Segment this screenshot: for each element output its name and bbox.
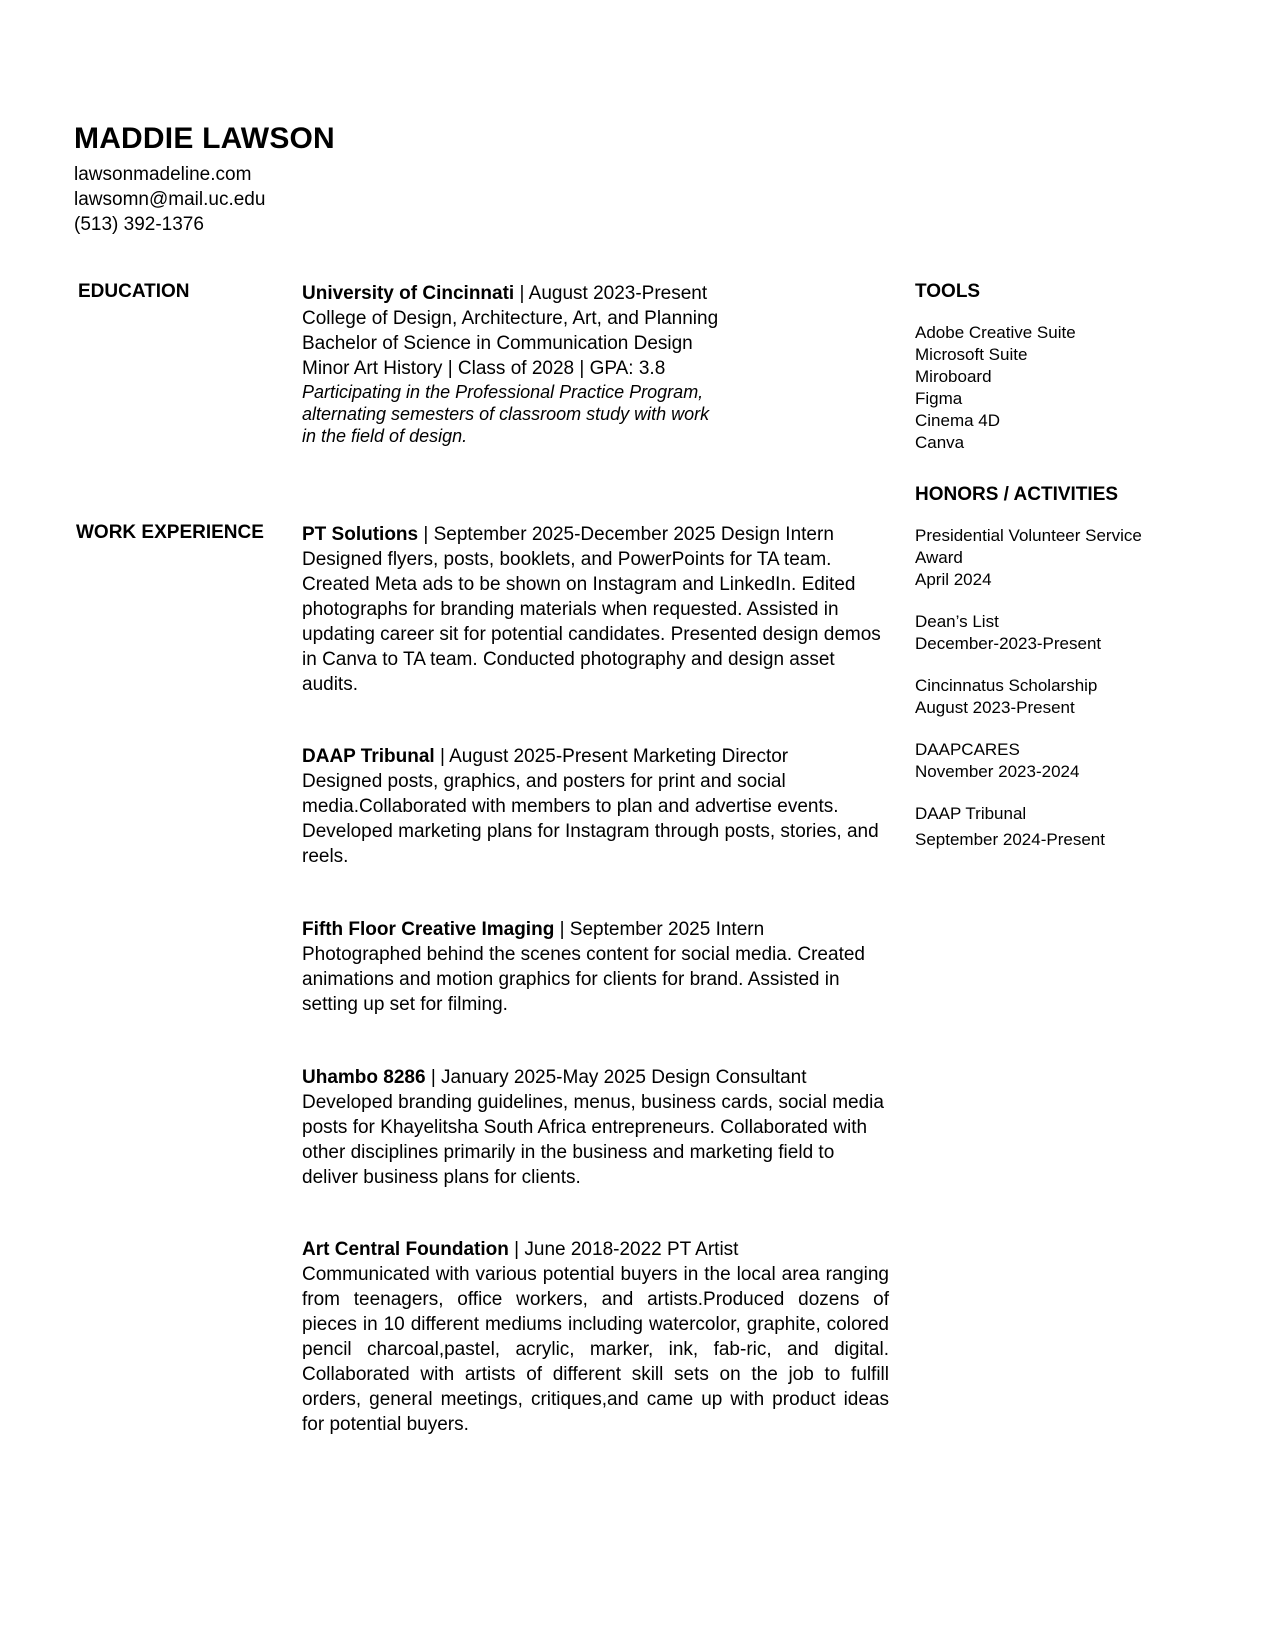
honors-section <box>915 484 1142 851</box>
honor-title: Presidential Volunteer Service <box>915 526 1142 545</box>
tool-item: Cinema 4D <box>915 411 1001 430</box>
job-entry <box>302 522 889 697</box>
honor-date: November 2023-2024 <box>915 762 1080 781</box>
contact-block <box>74 162 265 237</box>
honor-date: December-2023-Present <box>915 634 1102 653</box>
tool-item: Adobe Creative Suite <box>915 323 1076 342</box>
degree-line: Bachelor of Science in Communication Design <box>302 333 693 354</box>
program-note-line: in the field of design. <box>302 426 468 446</box>
school-name: University of Cincinnati <box>302 283 515 304</box>
honor-title: DAAP Tribunal <box>915 804 1027 823</box>
job-meta: | January 2025-May 2025 Design Consultant <box>425 1067 807 1088</box>
job-title-line <box>302 522 889 547</box>
job-title-line <box>302 1065 889 1090</box>
honor-date: April 2024 <box>915 570 992 589</box>
job-entry <box>302 1237 889 1437</box>
job-description: Developed branding guidelines, menus, business cards, social media posts for Khayelitsha South Africa entrepreneurs. Collaborated with other disciplines primarily in the business and marketing field to deliver business plans for clients. <box>302 1092 884 1188</box>
job-meta: | September 2025 Intern <box>554 919 765 940</box>
website-link[interactable]: lawsonmadeline.com <box>74 164 252 185</box>
job-entry <box>302 1065 889 1190</box>
education-heading: EDUCATION <box>78 281 190 302</box>
phone-number: (513) 392-1376 <box>74 214 204 235</box>
honors-heading: HONORS / ACTIVITIES <box>915 484 1119 505</box>
email-link[interactable]: lawsomn@mail.uc.edu <box>74 189 266 210</box>
job-company: Fifth Floor Creative Imaging <box>302 919 555 940</box>
job-company: Uhambo 8286 <box>302 1067 426 1088</box>
honor-title: Cincinnatus Scholarship <box>915 676 1098 695</box>
honor-title-cont: Award <box>915 548 963 567</box>
tools-section <box>915 281 1076 454</box>
job-description: Communicated with various potential buyers in the local area ranging from teenagers, office workers, and artists.Produced dozens of pieces in 10 different mediums including watercolor, graphite, colored pencil charcoal,pastel, acrylic, marker, ink, fab-ric, and digital. Collaborated with artists of different skill sets on the job to fulfill orders, general meetings, critiques,and came up with product ideas for potential buyers. <box>302 1264 889 1435</box>
job-company: PT Solutions <box>302 524 419 545</box>
education-title-line <box>302 281 889 306</box>
minor-line: Minor Art History | Class of 2028 | GPA: 3.8 <box>302 358 666 379</box>
tool-item: Canva <box>915 433 965 452</box>
honor-date: August 2023-Present <box>915 698 1075 717</box>
tool-item: Figma <box>915 389 963 408</box>
tools-heading: TOOLS <box>915 281 981 302</box>
tool-item: Microsoft Suite <box>915 345 1028 364</box>
work-experience-heading: WORK EXPERIENCE <box>76 522 264 543</box>
honor-item <box>915 525 1142 591</box>
program-note-line: Participating in the Professional Practice Program, <box>302 382 704 402</box>
job-company: DAAP Tribunal <box>302 746 435 767</box>
program-note-line: alternating semesters of classroom study with work <box>302 404 710 424</box>
job-meta: | June 2018-2022 PT Artist <box>508 1239 739 1260</box>
job-title-line <box>302 744 889 769</box>
job-title-line <box>302 917 889 942</box>
honor-item <box>915 675 1142 719</box>
job-meta: | August 2025-Present Marketing Director <box>434 746 789 767</box>
tool-item: Miroboard <box>915 367 992 386</box>
job-company: Art Central Foundation <box>302 1239 509 1260</box>
job-meta: | September 2025-December 2025 Design Intern <box>418 524 834 545</box>
job-entry <box>302 744 889 869</box>
honor-item <box>915 739 1142 783</box>
school-meta: | August 2023-Present <box>514 283 708 304</box>
honor-item <box>915 611 1142 655</box>
honor-date: September 2024-Present <box>915 830 1105 849</box>
honor-title: DAAPCARES <box>915 740 1020 759</box>
job-description: Photographed behind the scenes content for social media. Created animations and motion graphics for clients for brand. Assisted in setting up set for filming. <box>302 944 865 1015</box>
college-line: College of Design, Architecture, Art, and Planning <box>302 308 719 329</box>
job-title-line <box>302 1237 889 1262</box>
job-entry <box>302 917 889 1017</box>
job-description: Designed flyers, posts, booklets, and PowerPoints for TA team. Created Meta ads to be shown on Instagram and LinkedIn. Edited photographs for branding materials when requested. Assisted in updating career sit for potential candidates. Presented design demos in Canva to TA team. Conducted photography and design asset audits. <box>302 549 881 695</box>
education-entry <box>302 281 889 447</box>
honor-title: Dean’s List <box>915 612 999 631</box>
program-note <box>302 381 889 447</box>
job-description: Designed posts, graphics, and posters for print and social media.Collaborated with members to plan and advertise events. Developed marketing plans for Instagram through posts, stories, and reels. <box>302 771 879 867</box>
resume-name: MADDIE LAWSON <box>74 122 335 155</box>
honor-item <box>915 803 1142 851</box>
